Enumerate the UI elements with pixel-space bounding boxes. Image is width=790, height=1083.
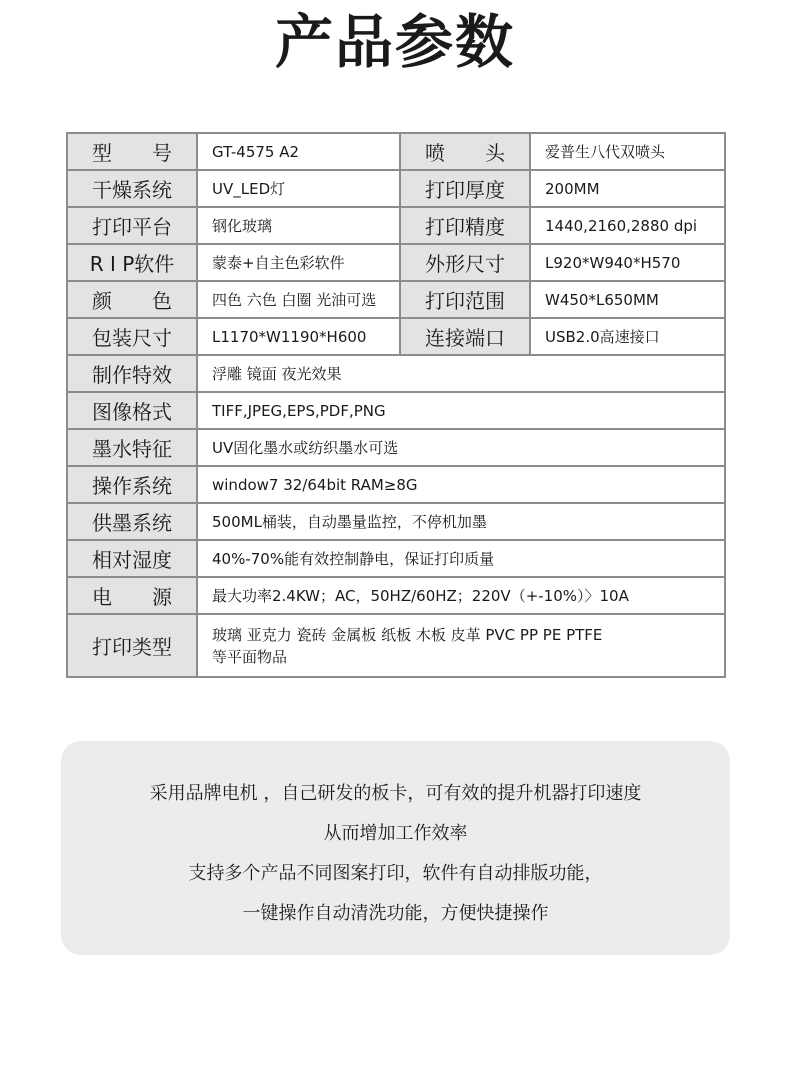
spec-value: 200MM [530, 170, 725, 207]
spec-value: 浮雕 镜面 夜光效果 [197, 355, 725, 392]
spec-label: 颜 色 [67, 281, 197, 318]
feature-info-box [61, 741, 730, 955]
table-row [67, 281, 725, 318]
print-types-line: 玻璃 亚克力 瓷砖 金属板 纸板 木板 皮革 PVC PP PE PTFE [212, 625, 603, 644]
spec-label: 相对湿度 [67, 540, 197, 577]
spec-label: 电 源 [67, 577, 197, 614]
spec-value: W450*L650MM [530, 281, 725, 318]
spec-value: 40%-70%能有效控制静电，保证打印质量 [197, 540, 725, 577]
table-row [67, 429, 725, 466]
spec-value: L1170*W1190*H600 [197, 318, 400, 355]
spec-label: 打印类型 [67, 614, 197, 677]
spec-label: 操作系统 [67, 466, 197, 503]
table-row [67, 392, 725, 429]
info-line: 支持多个产品不同图案打印，软件有自动排版功能， [188, 863, 603, 884]
spec-label: 打印平台 [67, 207, 197, 244]
spec-label: 包装尺寸 [67, 318, 197, 355]
spec-value: 蒙泰+自主色彩软件 [197, 244, 400, 281]
page-title: 产品参数 [274, 8, 515, 76]
table-row [67, 540, 725, 577]
spec-value: USB2.0高速接口 [530, 318, 725, 355]
spec-value: 钢化玻璃 [197, 207, 400, 244]
spec-label: 供墨系统 [67, 503, 197, 540]
print-types-line: 等平面物品 [212, 647, 288, 666]
table-row [67, 355, 725, 392]
spec-label: 打印厚度 [400, 170, 530, 207]
table-row [67, 318, 725, 355]
table-row [67, 614, 725, 677]
spec-label: 喷 头 [400, 133, 530, 170]
spec-value: L920*W940*H570 [530, 244, 725, 281]
spec-value: 最大功率2.4KW；AC，50HZ/60HZ；220V（+-10%）〉10A [197, 577, 725, 614]
spec-value: 1440,2160,2880 dpi [530, 207, 725, 244]
table-row [67, 133, 725, 170]
spec-value: UV固化墨水或纺织墨水可选 [197, 429, 725, 466]
spec-value: GT-4575 A2 [197, 133, 400, 170]
spec-label: 连接端口 [400, 318, 530, 355]
spec-label: 打印精度 [400, 207, 530, 244]
spec-label: 打印范围 [400, 281, 530, 318]
table-row [67, 170, 725, 207]
spec-label: 图像格式 [67, 392, 197, 429]
table-row [67, 577, 725, 614]
table-row [67, 466, 725, 503]
info-line: 一键操作自动清洗功能，方便快捷操作 [242, 903, 549, 924]
info-line: 采用品牌电机 ，自己研发的板卡，可有效的提升机器打印速度 [149, 783, 642, 804]
spec-value: TIFF,JPEG,EPS,PDF,PNG [197, 392, 725, 429]
spec-label: 制作特效 [67, 355, 197, 392]
table-row [67, 503, 725, 540]
spec-label: 外形尺寸 [400, 244, 530, 281]
spec-value: UV_LED灯 [197, 170, 400, 207]
spec-label: 干燥系统 [67, 170, 197, 207]
spec-label: R I P软件 [67, 244, 197, 281]
spec-value: 500ML桶装，自动墨量监控，不停机加墨 [197, 503, 725, 540]
spec-value-print-types [197, 614, 725, 677]
spec-value: window7 32/64bit RAM≥8G [197, 466, 725, 503]
table-row [67, 207, 725, 244]
table-row [67, 244, 725, 281]
spec-label: 墨水特征 [67, 429, 197, 466]
spec-value: 四色 六色 白圈 光油可选 [197, 281, 400, 318]
spec-value: 爱普生八代双喷头 [530, 133, 725, 170]
info-line: 从而增加工作效率 [323, 823, 468, 844]
spec-label: 型 号 [67, 133, 197, 170]
spec-table [66, 132, 726, 678]
